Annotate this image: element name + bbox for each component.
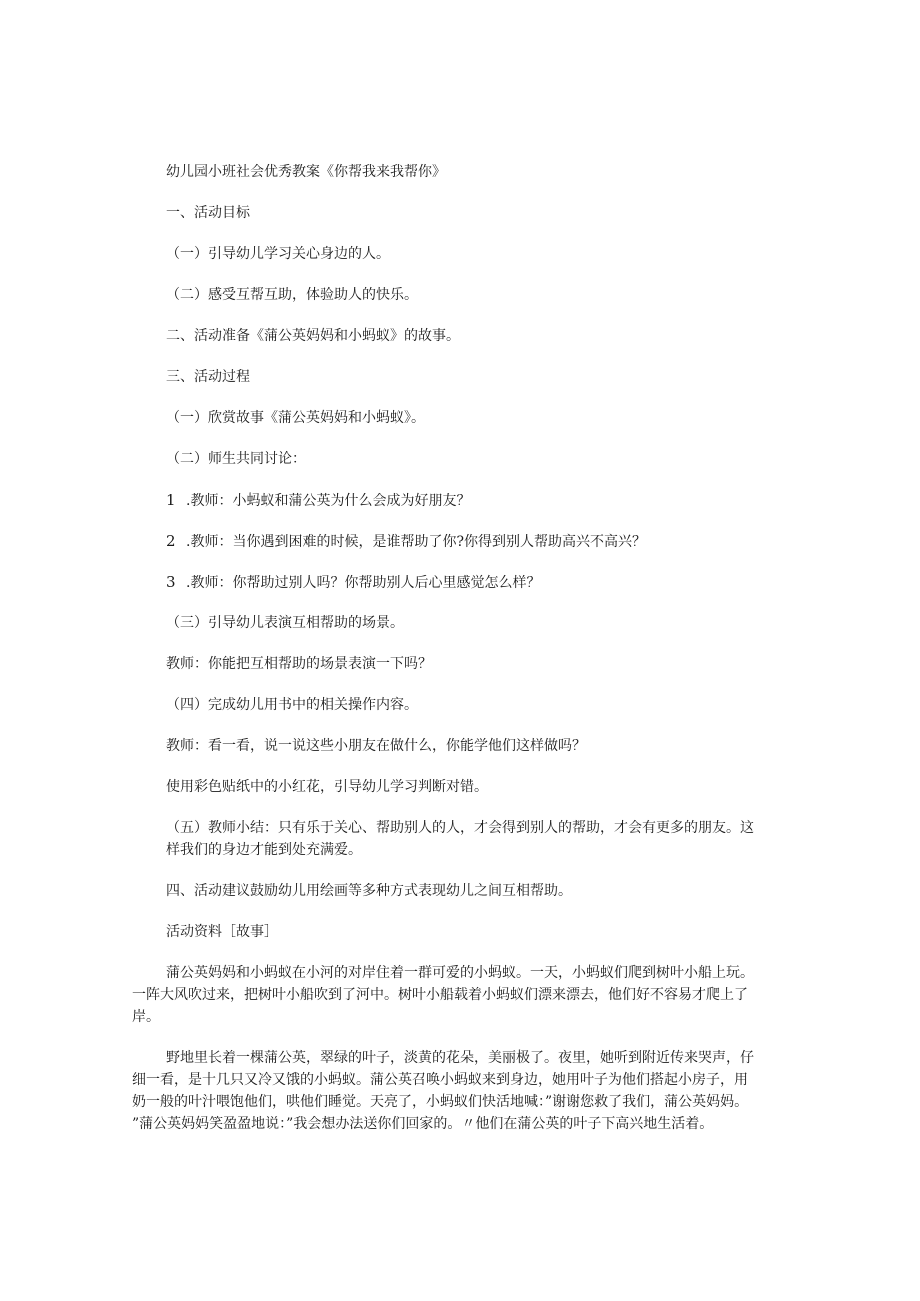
- question-1-number: 1: [166, 491, 176, 509]
- process-heading: 三、活动过程: [166, 369, 250, 385]
- sticker-paragraph: 使用彩色贴纸中的小红花，引导幼儿学习判断对错。: [166, 779, 488, 795]
- question-3-text: .教师：你帮助过别人吗？你帮助别人后心里感觉怎么样？: [186, 575, 541, 591]
- goal-item-1: （一）引导幼儿学习关心身边的人。: [166, 246, 390, 262]
- question-3-number: 3: [166, 573, 176, 591]
- question-3: [166, 570, 540, 595]
- process-item-1: （一）欣赏故事《蒲公英妈妈和小蚂蚁》。: [166, 410, 425, 426]
- teacher-line-1: 教师：你能把互相帮助的场景表演一下吗？: [166, 656, 432, 672]
- story-paragraph-1-line-2: 一阵大风吹过来，把树叶小船吹到了河中。树叶小船载着小蚂蚁们漂来漂去，他们好不容易才爬上了: [132, 987, 748, 1003]
- summary-line-1: （五）教师小结：只有乐于关心、帮助别人的人，才会得到别人的帮助，才会有更多的朋友。这: [166, 820, 754, 836]
- summary-line-2: 样我们的身边才能到处充满爱。: [166, 842, 362, 858]
- document-title: 幼儿园小班社会优秀教案《你帮我来我帮你》: [166, 164, 446, 180]
- question-2: [166, 529, 646, 554]
- process-item-3: （三）引导幼儿表演互相帮助的场景。: [166, 615, 404, 631]
- story-paragraph-2-line-2: 细一看，是十几只又冷又饿的小蚂蚁。蒲公英召唤小蚂蚁来到身边，她用叶子为他们搭起小房子，用: [132, 1072, 748, 1088]
- question-1: [166, 488, 470, 513]
- preparation-paragraph: 二、活动准备《蒲公英妈妈和小蚂蚁》的故事。: [166, 328, 460, 344]
- material-heading: 活动资料［故事］: [166, 924, 278, 940]
- question-2-number: 2: [166, 532, 176, 550]
- process-item-2: （二）师生共同讨论：: [166, 451, 306, 467]
- question-1-text: .教师：小蚂蚁和蒲公英为什么会成为好朋友？: [186, 493, 471, 509]
- story-paragraph-1-line-1: 蒲公英妈妈和小蚂蚁在小河的对岸住着一群可爱的小蚂蚁。一天，小蚂蚁们爬到树叶小船上玩。: [166, 965, 754, 981]
- question-2-text: .教师：当你遇到困难的时候，是谁帮助了你?你得到别人帮助高兴不高兴？: [186, 534, 646, 550]
- goal-heading: 一、活动目标: [166, 205, 250, 221]
- goal-item-2: （二）感受互帮互助，体验助人的快乐。: [166, 287, 418, 303]
- story-paragraph-2-line-4: ”蒲公英妈妈笑盈盈地说：”我会想办法送你们回家的。〃他们在蒲公英的叶子下高兴地生活着。: [132, 1116, 714, 1132]
- teacher-line-2: 教师：看一看，说一说这些小朋友在做什么，你能学他们这样做吗？: [166, 738, 586, 754]
- suggestion-paragraph: 四、活动建议鼓励幼儿用绘画等多种方式表现幼儿之间互相帮助。: [166, 883, 572, 899]
- process-item-4: （四）完成幼儿用书中的相关操作内容。: [166, 697, 418, 713]
- story-paragraph-2-line-3: 奶一般的叶汁喂饱他们，哄他们睡觉。天亮了，小蚂蚁们快活地喊：”谢谢您救了我们，蒲公英妈妈。: [132, 1094, 749, 1110]
- story-paragraph-2-line-1: 野地里长着一棵蒲公英，翠绿的叶子，淡黄的花朵，美丽极了。夜里，她听到附近传来哭声，仔: [166, 1050, 754, 1066]
- story-paragraph-1-line-3: 岸。: [132, 1009, 160, 1025]
